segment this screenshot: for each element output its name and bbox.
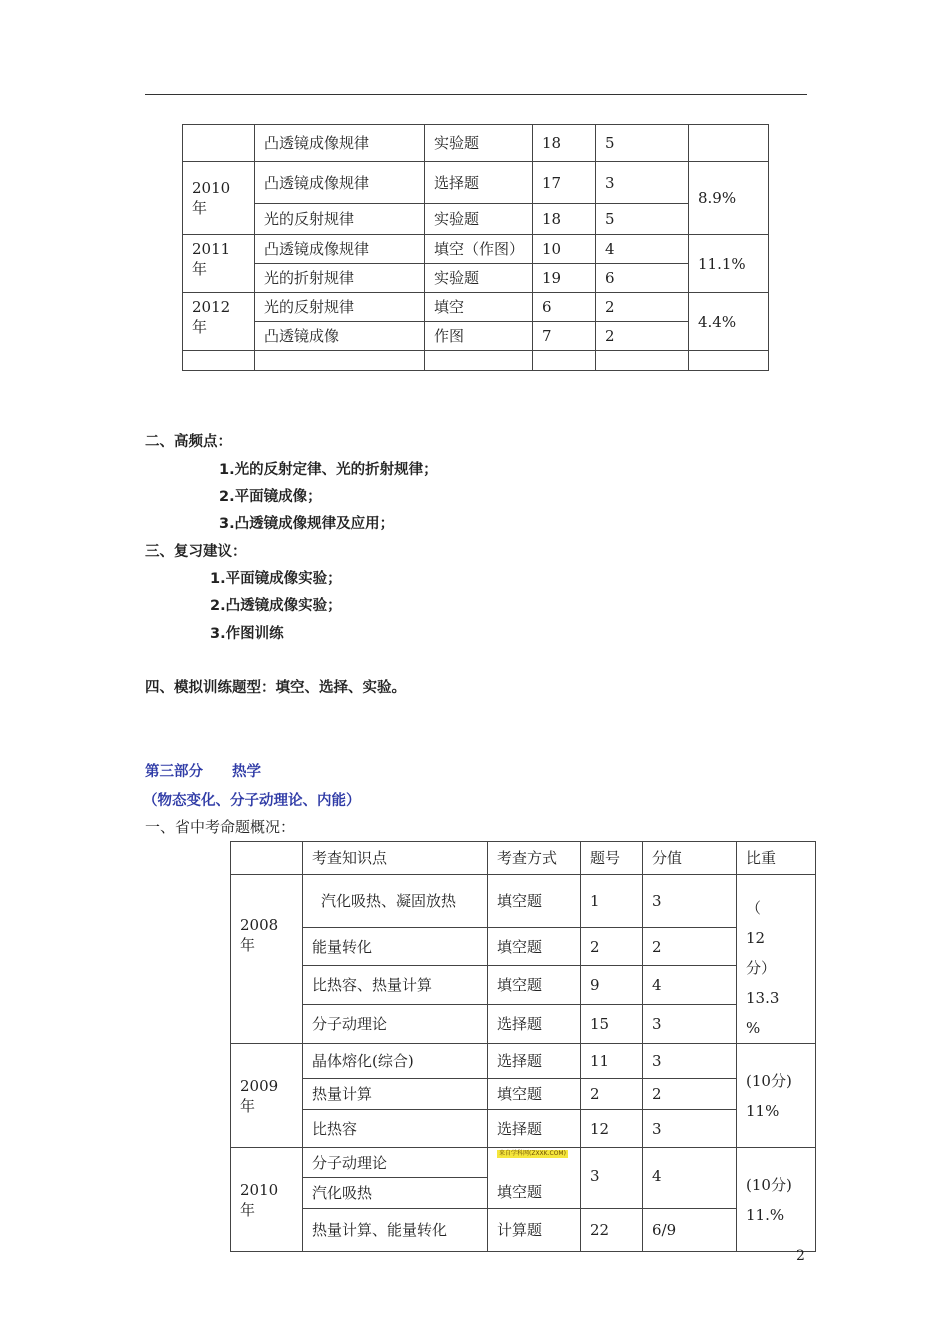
score-cell: 6/9 — [643, 1209, 737, 1252]
year-cell: 2010年 — [183, 162, 255, 235]
type-text: 填空题 — [497, 1183, 543, 1201]
topic-cell: 晶体熔化(综合) — [303, 1044, 488, 1079]
num-cell: 7 — [533, 322, 596, 351]
num-cell: 11 — [581, 1044, 643, 1079]
table-row — [231, 1148, 816, 1178]
header-topic: 考查知识点 — [303, 842, 488, 875]
table-row — [183, 322, 769, 351]
num-cell: 17 — [533, 162, 596, 204]
num-cell: 22 — [581, 1209, 643, 1252]
type-cell: 填空题 — [488, 1079, 581, 1110]
thermal-exam-table — [230, 841, 816, 1252]
type-cell: 选择题 — [488, 1004, 581, 1043]
table-row — [231, 1079, 816, 1110]
type-cell: 填空 — [425, 293, 533, 322]
score-cell: 2 — [596, 293, 689, 322]
score-cell: 4 — [596, 235, 689, 264]
topic-cell: 分子动理论 — [303, 1004, 488, 1043]
table-row — [231, 875, 816, 928]
type-cell: 填空题 — [488, 875, 581, 928]
table-row — [183, 235, 769, 264]
score-cell: 3 — [643, 875, 737, 928]
header-num: 题号 — [581, 842, 643, 875]
optics-exam-table — [182, 124, 769, 371]
header-score: 分值 — [643, 842, 737, 875]
table-row — [183, 125, 769, 162]
topic-cell: 光的反射规律 — [255, 204, 425, 235]
table-row — [183, 264, 769, 293]
section2-heading: 二、高频点： — [145, 434, 232, 450]
type-cell: 计算题 — [488, 1209, 581, 1252]
weight-line: 11% — [746, 1101, 780, 1120]
weight-cell: 8.9% — [689, 162, 769, 235]
table-row — [231, 928, 816, 966]
header-type: 考查方式 — [488, 842, 581, 875]
weight-cell — [737, 1148, 816, 1252]
topic-cell: 光的折射规律 — [255, 264, 425, 293]
num-cell: 10 — [533, 235, 596, 264]
year-cell: 2010年 — [231, 1148, 303, 1252]
num-cell: 18 — [533, 204, 596, 235]
weight-cell — [737, 1044, 816, 1148]
type-cell: 选择题 — [425, 162, 533, 204]
score-cell: 3 — [643, 1110, 737, 1148]
num-cell: 19 — [533, 264, 596, 293]
table-row — [231, 1209, 816, 1252]
topic-cell: 凸透镜成像规律 — [255, 125, 425, 162]
weight-line: % — [746, 1019, 761, 1037]
weight-cell: 4.4% — [689, 293, 769, 351]
section3-item: 3.作图训练 — [210, 626, 284, 642]
weight-line: 11.% — [746, 1205, 785, 1224]
weight-cell: 11.1% — [689, 235, 769, 293]
page-number: 2 — [796, 1248, 805, 1264]
header-weight: 比重 — [737, 842, 816, 875]
topic-cell: 热量计算 — [303, 1079, 488, 1110]
score-cell: 5 — [596, 204, 689, 235]
num-cell: 1 — [581, 875, 643, 928]
weight-line: (10分) — [746, 1175, 792, 1194]
type-cell: 选择题 — [488, 1110, 581, 1148]
section2-item: 3.凸透镜成像规律及应用； — [219, 516, 395, 532]
type-cell: 实验题 — [425, 264, 533, 293]
section2-item: 2.平面镜成像； — [219, 489, 322, 505]
header-rule — [145, 94, 807, 95]
score-cell: 3 — [643, 1044, 737, 1079]
type-cell: 实验题 — [425, 204, 533, 235]
part3-title: 第三部分 热学 — [145, 764, 261, 780]
type-cell: 选择题 — [488, 1044, 581, 1079]
topic-cell: 能量转化 — [303, 928, 488, 966]
topic-cell: 分子动理论 — [303, 1148, 488, 1178]
table-row — [231, 1110, 816, 1148]
table-row — [183, 293, 769, 322]
type-cell — [488, 1148, 581, 1209]
num-cell: 9 — [581, 966, 643, 1004]
score-cell: 6 — [596, 264, 689, 293]
section3-item: 2.凸透镜成像实验； — [210, 598, 342, 614]
table-row — [231, 1004, 816, 1043]
topic-cell: 凸透镜成像规律 — [255, 235, 425, 264]
type-cell: 填空题 — [488, 928, 581, 966]
topic-cell: 比热容 — [303, 1110, 488, 1148]
type-cell: 实验题 — [425, 125, 533, 162]
topic-cell: 凸透镜成像 — [255, 322, 425, 351]
weight-cell — [689, 125, 769, 162]
num-cell: 12 — [581, 1110, 643, 1148]
topic-cell: 光的反射规律 — [255, 293, 425, 322]
type-cell: 作图 — [425, 322, 533, 351]
num-cell: 2 — [581, 928, 643, 966]
table-row — [231, 966, 816, 1004]
section3-item: 1.平面镜成像实验； — [210, 571, 342, 587]
topic-cell: 热量计算、能量转化 — [303, 1209, 488, 1252]
section2-item: 1.光的反射定律、光的折射规律； — [219, 462, 438, 478]
num-cell: 6 — [533, 293, 596, 322]
num-cell: 18 — [533, 125, 596, 162]
score-cell: 5 — [596, 125, 689, 162]
part3-subtitle: （物态变化、分子动理论、内能） — [143, 793, 361, 809]
year-cell — [183, 125, 255, 162]
type-cell: 填空（作图） — [425, 235, 533, 264]
table-row — [183, 204, 769, 235]
score-cell: 4 — [643, 966, 737, 1004]
weight-line: （ 12 — [746, 899, 792, 947]
num-cell: 3 — [581, 1148, 643, 1209]
score-cell: 2 — [643, 928, 737, 966]
score-cell: 3 — [643, 1004, 737, 1043]
table-row — [231, 1044, 816, 1079]
score-cell: 2 — [643, 1079, 737, 1110]
score-cell: 4 — [643, 1148, 737, 1209]
section3-heading: 三、复习建议： — [145, 544, 247, 560]
weight-line: 分）13.3 — [746, 959, 780, 1007]
table-row-empty — [183, 351, 769, 371]
year-cell: 2008年 — [231, 875, 303, 1044]
section4-heading: 四、模拟训练题型：填空、选择、实验。 — [145, 680, 406, 696]
type-cell: 填空题 — [488, 966, 581, 1004]
year-cell: 2009年 — [231, 1044, 303, 1148]
weight-line: (10分) — [746, 1071, 792, 1090]
topic-cell: 汽化吸热、凝固放热 — [303, 875, 488, 928]
overview-heading: 一、省中考命题概况： — [145, 818, 296, 836]
score-cell: 2 — [596, 322, 689, 351]
weight-cell — [737, 875, 816, 1044]
num-cell: 15 — [581, 1004, 643, 1043]
topic-cell: 汽化吸热 — [303, 1178, 488, 1209]
num-cell: 2 — [581, 1079, 643, 1110]
topic-cell: 比热容、热量计算 — [303, 966, 488, 1004]
year-cell: 2011年 — [183, 235, 255, 293]
table-header-row — [231, 842, 816, 875]
score-cell: 3 — [596, 162, 689, 204]
table-row — [183, 162, 769, 204]
year-cell: 2012年 — [183, 293, 255, 351]
topic-cell: 凸透镜成像规律 — [255, 162, 425, 204]
watermark-badge: 来自学科网(ZXXK.COM) — [499, 1150, 566, 1157]
